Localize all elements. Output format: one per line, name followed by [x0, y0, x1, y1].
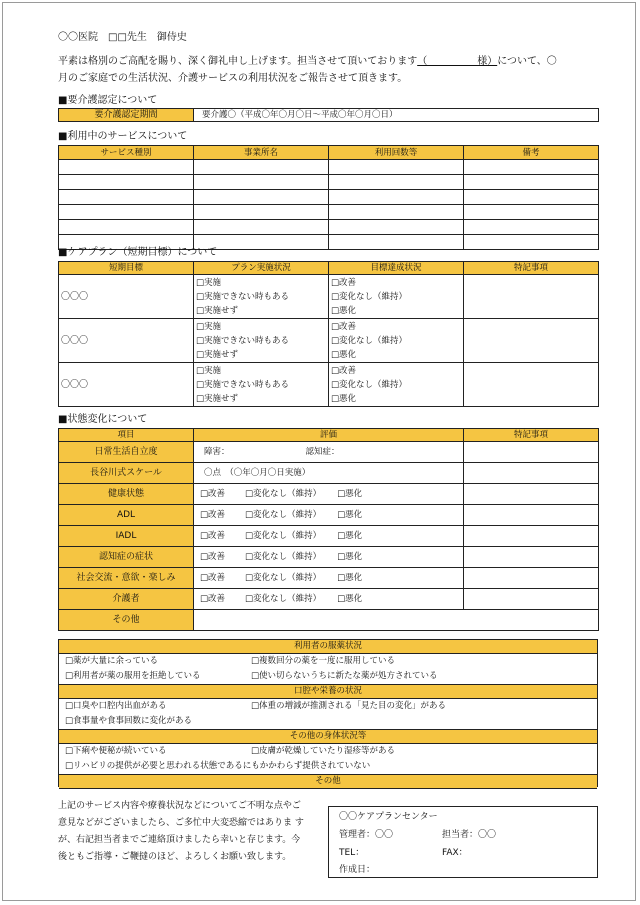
date-label: 作成日：	[339, 865, 376, 875]
care-level-value: 要介護〇（平成〇年〇月〇日～平成〇年〇月〇日）	[194, 109, 599, 122]
disability-label: 障害：	[204, 447, 230, 457]
status-other-cell[interactable]	[194, 610, 599, 631]
status-notes-cell[interactable]	[464, 589, 599, 610]
contact-box	[328, 806, 598, 878]
status-notes-cell[interactable]	[464, 526, 599, 547]
checkbox-option[interactable]: □悪化	[337, 573, 363, 583]
status-heading: ■状態変化について	[58, 414, 148, 425]
care-plan-table	[58, 261, 599, 407]
checkbox-option[interactable]: □口臭や口腔内出血がある	[65, 701, 167, 711]
plan-col-notes: 特記事項	[464, 262, 599, 275]
status-row	[59, 484, 599, 505]
checkbox-option[interactable]: □改善	[331, 365, 357, 376]
checkbox-option[interactable]: □実施	[196, 321, 222, 332]
plan-goal: 〇〇〇	[59, 363, 194, 407]
plan-row	[59, 275, 599, 319]
center-name: 〇〇ケアプランセンター	[339, 812, 438, 822]
checkbox-option[interactable]: □悪化	[337, 594, 363, 604]
checkbox-option[interactable]: □実施せず	[196, 393, 239, 404]
services-col-notes: 備考	[464, 146, 599, 160]
services-cell[interactable]	[329, 205, 464, 220]
dementia-label: 認知症：	[305, 447, 340, 457]
status-notes-cell[interactable]	[464, 484, 599, 505]
status-label: ADL	[59, 505, 194, 526]
services-table	[58, 145, 599, 250]
checkbox-option[interactable]: □実施	[196, 365, 222, 376]
medication-list	[59, 654, 597, 684]
tel-label: TEL：	[339, 848, 365, 858]
checkbox-option[interactable]: □変化なし（維持）	[245, 573, 322, 583]
status-options	[194, 526, 464, 547]
care-level-heading: ■要介護認定について	[58, 95, 158, 106]
status-notes-cell[interactable]	[464, 442, 599, 463]
oral-list	[59, 699, 597, 729]
medication-title: 利用者の服薬状況	[59, 640, 597, 654]
care-plan-heading: ■ケアプラン（短期目標）について	[58, 247, 218, 258]
closing-line: が、右記担当者までご連絡頂けましたら幸いと存じます。今	[58, 835, 301, 845]
services-cell[interactable]	[464, 235, 599, 250]
plan-achieve-cell	[329, 319, 464, 363]
care-level-label: 要介護認定期間	[59, 109, 194, 122]
status-notes-cell[interactable]	[464, 463, 599, 484]
services-cell[interactable]	[194, 205, 329, 220]
services-row	[59, 190, 599, 205]
closing-line: 上記のサービス内容や療養状況などについてご不明な点やご	[58, 801, 301, 811]
services-cell[interactable]	[464, 205, 599, 220]
checkbox-option[interactable]: □変化なし（維持）	[331, 335, 408, 346]
services-row	[59, 220, 599, 235]
checkbox-option[interactable]: □変化なし（維持）	[331, 291, 408, 302]
status-options	[194, 547, 464, 568]
services-cell[interactable]	[59, 205, 194, 220]
intro-text-a: 平素は格別のご高配を賜り、深く御礼申し上げます。担当させて頂いております	[58, 56, 418, 67]
status-col-item: 項目	[59, 429, 194, 442]
other-title: その他	[59, 774, 597, 789]
independence-cell	[194, 442, 464, 463]
closing-message	[58, 798, 304, 866]
checkbox-option[interactable]: □改善	[331, 277, 357, 288]
plan-notes-cell[interactable]	[464, 363, 599, 407]
checkbox-option[interactable]: □改善	[200, 552, 226, 562]
oral-title: 口腔や栄養の状況	[59, 684, 597, 699]
services-heading: ■利用中のサービスについて	[58, 131, 188, 142]
services-cell[interactable]	[329, 175, 464, 190]
checkbox-option[interactable]: □悪化	[331, 349, 357, 360]
status-col-notes: 特記事項	[464, 429, 599, 442]
status-label: 日常生活自立度	[59, 442, 194, 463]
intro-line-1	[58, 55, 557, 68]
status-row	[59, 526, 599, 547]
status-notes-cell[interactable]	[464, 547, 599, 568]
status-label: その他	[59, 610, 194, 631]
services-cell[interactable]	[59, 160, 194, 175]
plan-notes-cell[interactable]	[464, 319, 599, 363]
status-label: 介護者	[59, 589, 194, 610]
checkbox-option[interactable]: □使い切らないうちに新たな薬が処方されている	[251, 671, 438, 681]
checkbox-option[interactable]: □複数回分の薬を一度に服用している	[251, 656, 396, 666]
services-col-count: 利用回数等	[329, 146, 464, 160]
services-col-office: 事業所名	[194, 146, 329, 160]
status-notes-cell[interactable]	[464, 505, 599, 526]
checkbox-option[interactable]: □実施	[196, 277, 222, 288]
checkbox-option[interactable]: □変化なし（維持）	[245, 531, 322, 541]
services-cell[interactable]	[59, 190, 194, 205]
status-label: 認知症の症状	[59, 547, 194, 568]
services-cell[interactable]	[59, 220, 194, 235]
client-name-blank: （ 様）	[417, 56, 498, 67]
services-cell[interactable]	[464, 190, 599, 205]
services-cell[interactable]	[464, 160, 599, 175]
checkbox-option[interactable]: □改善	[200, 489, 226, 499]
checkbox-option[interactable]: □実施せず	[196, 349, 239, 360]
checkbox-option[interactable]: □改善	[200, 594, 226, 604]
status-row	[59, 547, 599, 568]
fax-label: FAX：	[442, 848, 468, 858]
status-options	[194, 589, 464, 610]
status-row	[59, 442, 599, 463]
intro-text-c: について、〇	[497, 56, 557, 67]
services-row	[59, 175, 599, 190]
checkbox-option[interactable]: □変化なし（維持）	[245, 510, 322, 520]
checkbox-option[interactable]: □実施せず	[196, 305, 239, 316]
checkbox-option[interactable]: □悪化	[337, 531, 363, 541]
status-label: 社会交流・意欲・楽しみ	[59, 568, 194, 589]
status-row	[59, 505, 599, 526]
checkbox-option[interactable]: □悪化	[337, 552, 363, 562]
services-cell[interactable]	[464, 220, 599, 235]
checkbox-option[interactable]: □変化なし（維持）	[245, 594, 322, 604]
status-options	[194, 505, 464, 526]
plan-achieve-cell	[329, 363, 464, 407]
services-cell[interactable]	[194, 220, 329, 235]
plan-col-goal: 短期目標	[59, 262, 194, 275]
plan-goal: 〇〇〇	[59, 319, 194, 363]
plan-status-cell	[194, 319, 329, 363]
status-table	[58, 428, 599, 631]
closing-line: 後ともご指導・ご鞭撻のほど、よろしくお願い致します。	[58, 852, 292, 862]
checkbox-option[interactable]: □変化なし（維持）	[245, 552, 322, 562]
addressee: 〇〇医院 □□先生 御侍史	[58, 32, 187, 43]
services-cell[interactable]	[329, 160, 464, 175]
manager-label: 管理者：〇〇	[339, 830, 394, 840]
status-label: IADL	[59, 526, 194, 547]
checkbox-option[interactable]: □皮膚が乾燥していたり湿疹等がある	[251, 746, 396, 756]
checkbox-option[interactable]: □実施できない時もある	[196, 335, 290, 346]
services-cell[interactable]	[464, 175, 599, 190]
services-cell[interactable]	[329, 220, 464, 235]
staff-label: 担当者：〇〇	[442, 830, 497, 840]
checkbox-option[interactable]: □変化なし（維持）	[331, 379, 408, 390]
status-options	[194, 484, 464, 505]
services-cell[interactable]	[194, 190, 329, 205]
status-row	[59, 589, 599, 610]
checklist-box	[58, 639, 598, 787]
status-row	[59, 463, 599, 484]
plan-notes-cell[interactable]	[464, 275, 599, 319]
checkbox-option[interactable]: □下痢や便秘が続いている	[65, 746, 167, 756]
checkbox-option[interactable]: □実施できない時もある	[196, 291, 290, 302]
closing-line: 意見などがございましたら、ご多忙中大変恐縮ではありま す	[58, 818, 304, 828]
services-cell[interactable]	[194, 160, 329, 175]
services-cell[interactable]	[59, 175, 194, 190]
plan-goal: 〇〇〇	[59, 275, 194, 319]
checkbox-option[interactable]: □リハビリの提供が必要と思われる状態であるにもかかわらず提供されていない	[65, 761, 371, 771]
checkbox-option[interactable]: □改善	[200, 510, 226, 520]
checkbox-option[interactable]: □改善	[331, 321, 357, 332]
plan-row	[59, 319, 599, 363]
status-row	[59, 568, 599, 589]
checkbox-option[interactable]: □改善	[200, 573, 226, 583]
checkbox-option[interactable]: □悪化	[337, 510, 363, 520]
checkbox-option[interactable]: □悪化	[337, 489, 363, 499]
intro-line-2: 月のご家庭での生活状況、介護サービスの利用状況をご報告させて頂きます。	[58, 73, 408, 84]
plan-row	[59, 363, 599, 407]
checkbox-option[interactable]: □食事量や食事回数に変化がある	[65, 716, 193, 726]
status-notes-cell[interactable]	[464, 568, 599, 589]
services-cell[interactable]	[194, 175, 329, 190]
physical-list	[59, 744, 597, 774]
checkbox-option[interactable]: □体重の増減が推測される「見た目の変化」がある	[251, 701, 447, 711]
checkbox-option[interactable]: □悪化	[331, 305, 357, 316]
hasegawa-value: 〇点 （〇年〇月〇日実施）	[194, 463, 464, 484]
plan-status-cell	[194, 363, 329, 407]
services-cell[interactable]	[329, 235, 464, 250]
plan-col-status: プラン実施状況	[194, 262, 329, 275]
checkbox-option[interactable]: □改善	[200, 531, 226, 541]
status-row	[59, 610, 599, 631]
services-row	[59, 160, 599, 175]
status-label: 長谷川式スケール	[59, 463, 194, 484]
services-col-type: サービス種別	[59, 146, 194, 160]
checkbox-option[interactable]: □実施できない時もある	[196, 379, 290, 390]
plan-col-achieve: 目標達成状況	[329, 262, 464, 275]
status-label: 健康状態	[59, 484, 194, 505]
plan-achieve-cell	[329, 275, 464, 319]
status-options	[194, 568, 464, 589]
services-cell[interactable]	[329, 190, 464, 205]
physical-title: その他の身体状況等	[59, 729, 597, 744]
checkbox-option[interactable]: □薬が大量に余っている	[65, 656, 159, 666]
checkbox-option[interactable]: □悪化	[331, 393, 357, 404]
checkbox-option[interactable]: □変化なし（維持）	[245, 489, 322, 499]
checkbox-option[interactable]: □利用者が薬の服用を拒絶している	[65, 671, 201, 681]
status-col-eval: 評価	[194, 429, 464, 442]
services-row	[59, 205, 599, 220]
care-level-table	[58, 108, 599, 122]
plan-status-cell	[194, 275, 329, 319]
